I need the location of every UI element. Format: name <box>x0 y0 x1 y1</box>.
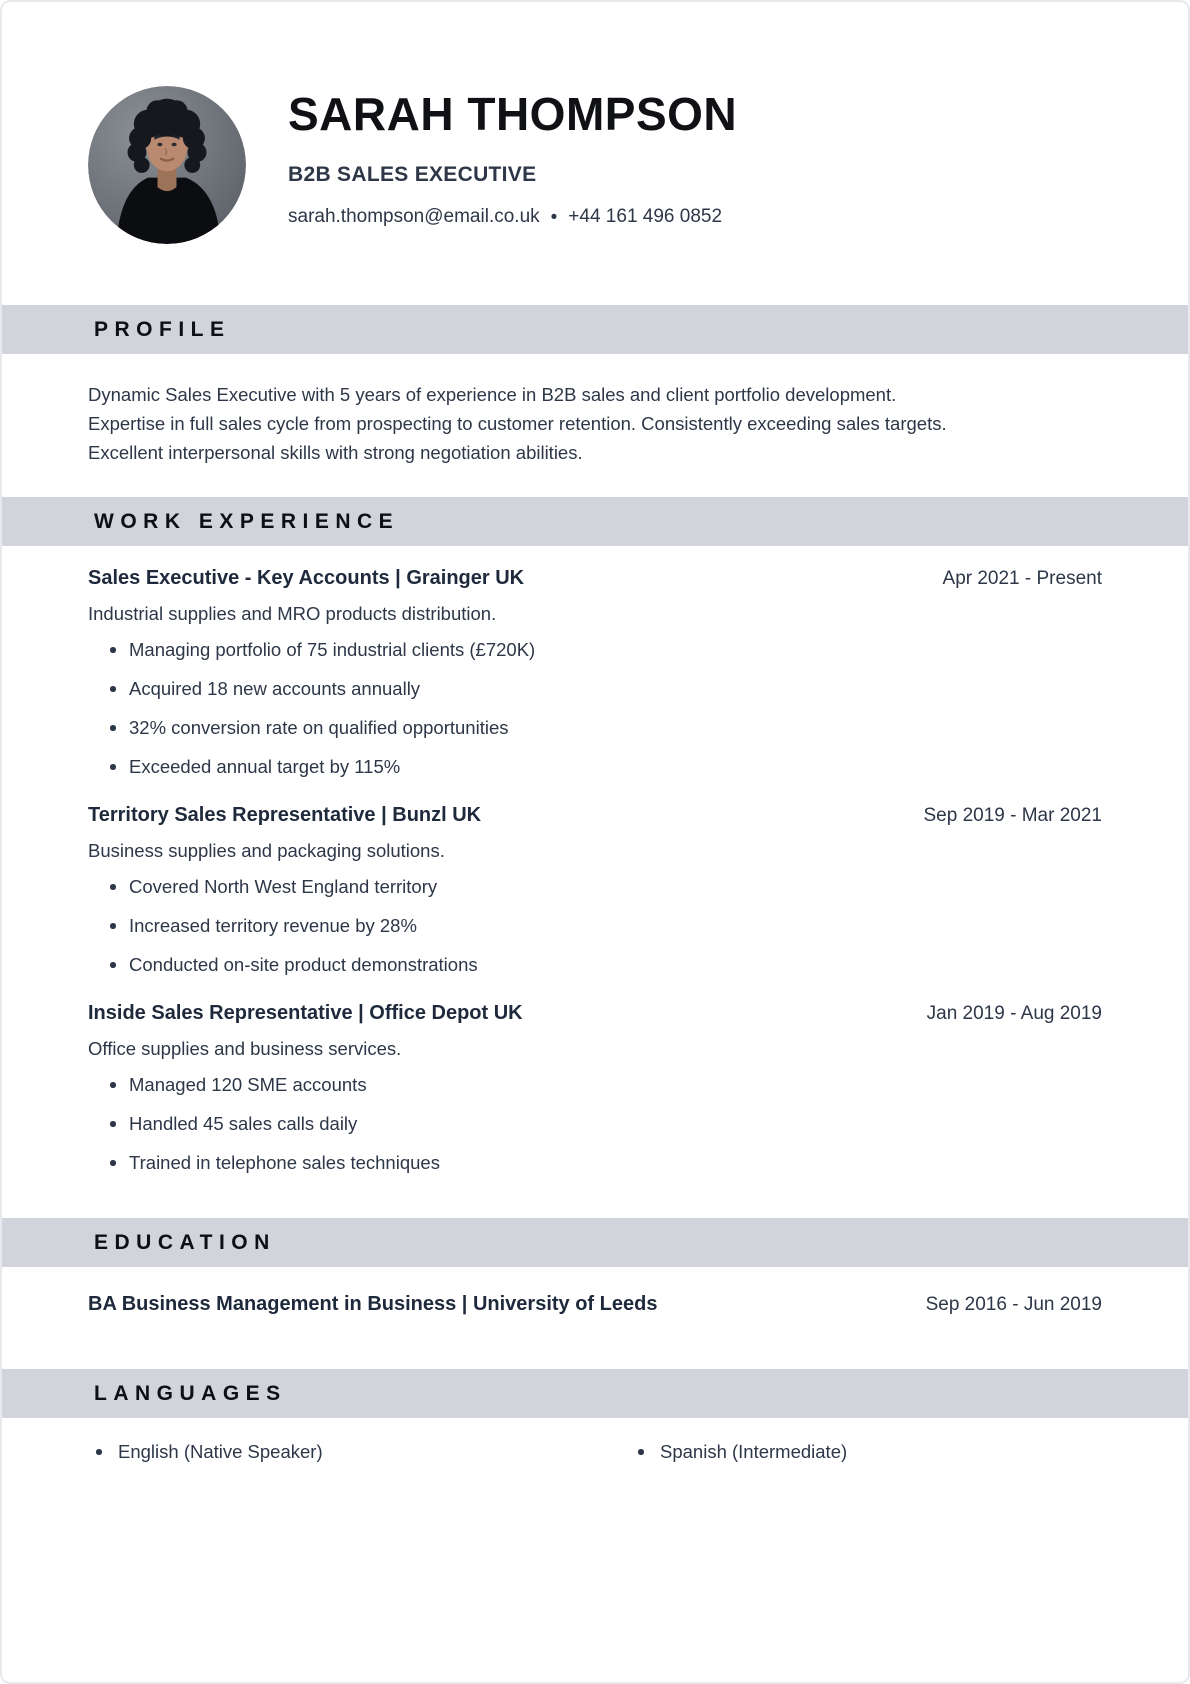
bullet-item: Managing portfolio of 75 industrial clients (£720K) <box>88 638 1102 662</box>
job-title: Sales Executive - Key Accounts | Grainger UK <box>88 567 525 589</box>
section-label-profile: PROFILE <box>94 317 231 341</box>
section-label-work-experience: WORK EXPERIENCE <box>94 509 400 533</box>
section-label-education: EDUCATION <box>94 1230 276 1254</box>
job-dates: Sep 2019 - Mar 2021 <box>923 805 1102 826</box>
job-title: Territory Sales Representative | Bunzl UK <box>88 804 482 826</box>
bullet-item: Managed 120 SME accounts <box>88 1073 1102 1097</box>
job-entry <box>88 1002 1102 1175</box>
job-header <box>88 804 1102 827</box>
contact-phone: +44 161 496 0852 <box>568 206 723 228</box>
job-description: Business supplies and packaging solutions. <box>88 840 445 861</box>
languages-list <box>88 1440 1102 1464</box>
section-header-work-experience <box>2 497 1188 546</box>
bullet-item: Trained in telephone sales techniques <box>88 1151 1102 1175</box>
header <box>2 2 1188 244</box>
contact-separator-dot: • <box>550 206 558 228</box>
job-header <box>88 567 1102 590</box>
language-item: Spanish (Intermediate) <box>630 1440 1102 1464</box>
job-title: Inside Sales Representative | Office Depot UK <box>88 1002 523 1024</box>
contact-email: sarah.thompson@email.co.uk <box>288 206 540 228</box>
bullet-item: Acquired 18 new accounts annually <box>88 677 1102 701</box>
section-label-languages: LANGUAGES <box>94 1381 287 1405</box>
language-item: English (Native Speaker) <box>88 1440 560 1464</box>
candidate-name: SARAH THOMPSON <box>288 88 738 140</box>
bullet-item: 32% conversion rate on qualified opportunities <box>88 716 1102 740</box>
bullet-item: Exceeded annual target by 115% <box>88 755 1102 779</box>
job-dates: Apr 2021 - Present <box>942 568 1102 589</box>
job-entry <box>88 804 1102 977</box>
contact-line <box>288 206 737 228</box>
job-bullet-list <box>88 638 1102 779</box>
job-header <box>88 1002 1102 1025</box>
bullet-item: Handled 45 sales calls daily <box>88 1112 1102 1136</box>
job-description: Office supplies and business services. <box>88 1038 402 1059</box>
education-entry <box>88 1293 1102 1316</box>
section-header-profile <box>2 305 1188 354</box>
section-header-education <box>2 1218 1188 1267</box>
job-bullet-list <box>88 875 1102 977</box>
profile-photo <box>88 86 246 244</box>
education-dates: Sep 2016 - Jun 2019 <box>925 1294 1102 1315</box>
job-entry <box>88 567 1102 779</box>
identity-block <box>288 86 737 244</box>
job-description: Industrial supplies and MRO products distribution. <box>88 603 497 624</box>
bullet-item: Conducted on-site product demonstrations <box>88 953 1102 977</box>
work-experience-content <box>2 567 1188 1175</box>
candidate-title: B2B SALES EXECUTIVE <box>288 163 537 187</box>
profile-summary <box>88 380 1102 467</box>
portrait-photo-illustration <box>88 86 246 244</box>
section-header-languages <box>2 1369 1188 1418</box>
education-degree: BA Business Management in Business | University of Leeds <box>88 1293 658 1315</box>
profile-text-line: Excellent interpersonal skills with strong negotiation abilities. <box>88 442 583 463</box>
job-bullet-list <box>88 1073 1102 1175</box>
profile-text-line: Dynamic Sales Executive with 5 years of experience in B2B sales and client portfolio development. <box>88 384 897 405</box>
bullet-item: Covered North West England territory <box>88 875 1102 899</box>
bullet-item: Increased territory revenue by 28% <box>88 914 1102 938</box>
profile-text-line: Expertise in full sales cycle from prospecting to customer retention. Consistently exceeding sales targets. <box>88 413 947 434</box>
job-dates: Jan 2019 - Aug 2019 <box>926 1003 1102 1024</box>
